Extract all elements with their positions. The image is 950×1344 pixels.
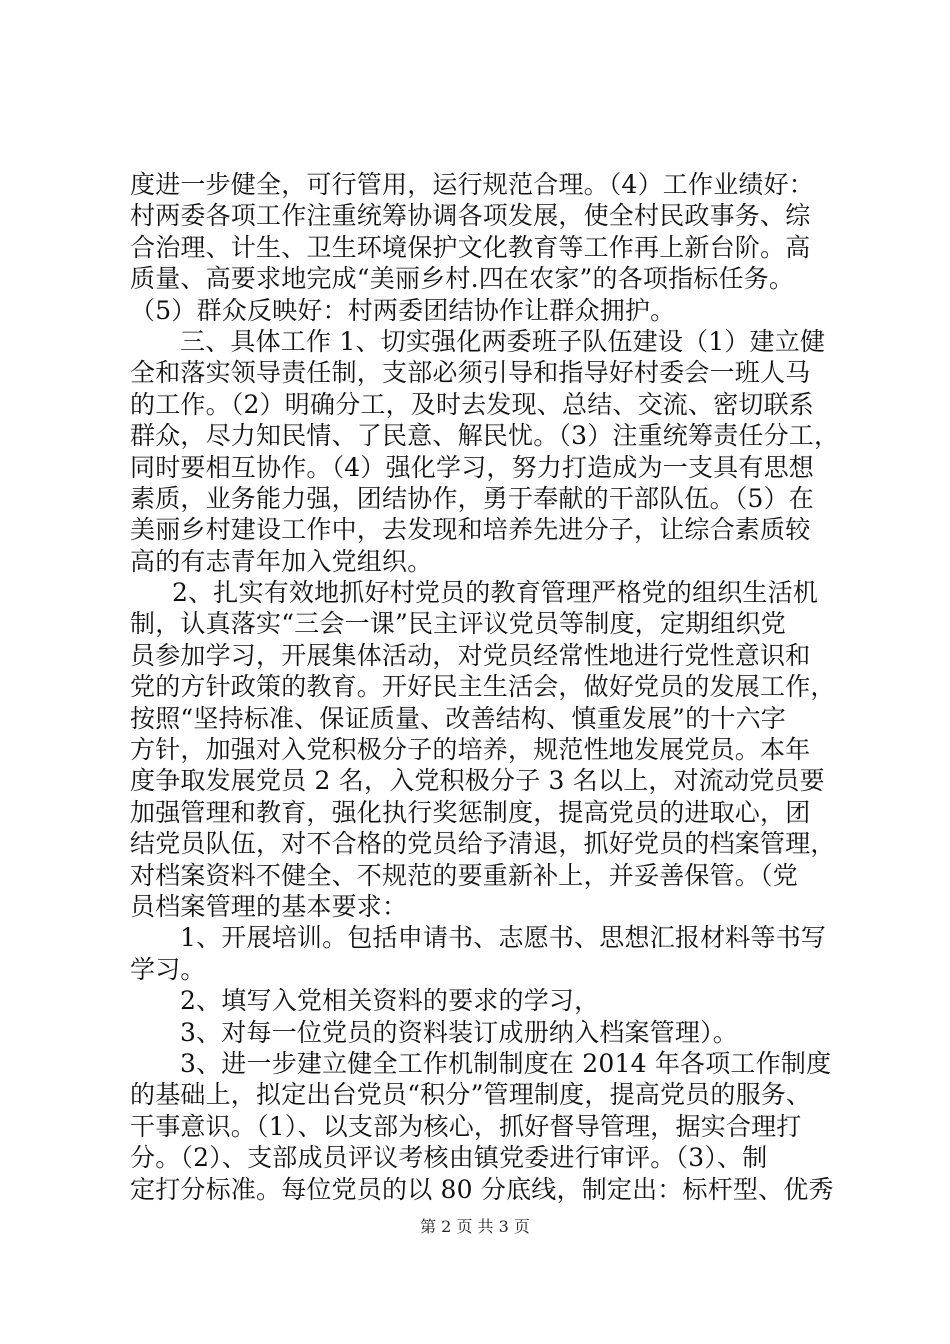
- list-item-line: 2、填写入党相关资料的要求的学习，: [180, 986, 600, 1016]
- text-line: 高的有志青年加入党组织。: [130, 546, 433, 576]
- list-item-line: 3、对每一位党员的资料装订成册纳入档案管理）。: [180, 1017, 739, 1047]
- text-line: 员参加学习，开展集体活动，对党员经常性地进行党性意识和: [130, 640, 811, 670]
- text-line: 定打分标准。每位党员的以 80 分底线，制定出：标杆型、优秀: [130, 1174, 834, 1204]
- text-line: 的工作。（2）明确分工，及时去发现、总结、交流、密切联系: [130, 389, 815, 419]
- section-heading-line: 三、具体工作 1、切实强化两委班子队伍建设（1）建立健: [180, 326, 826, 356]
- list-item-line: 1、开展培训。包括申请书、志愿书、思想汇报材料等书写: [180, 923, 827, 953]
- text-line: 合治理、计生、卫生环境保护文化教育等工作再上新台阶。高: [130, 232, 811, 262]
- text-line: 度进一步健全，可行管用，运行规范合理。（4）工作业绩好：: [130, 170, 815, 199]
- text-line: 同时要相互协作。（4）强化学习，努力打造成为一支具有思想: [130, 452, 815, 482]
- text-line: 村两委各项工作注重统筹协调各项发展，使全村民政事务、综: [130, 201, 811, 231]
- text-line: 学习。: [130, 954, 206, 984]
- text-line: 分。（2）、支部成员评议考核由镇党委进行审评。（3）、制: [130, 1143, 768, 1173]
- text-line: 群众，尽力知民情、了民意、解民忧。（3）注重统筹责任分工，: [130, 421, 840, 451]
- text-line: 党的方针政策的教育。开好民主生活会，做好党员的发展工作，: [130, 672, 836, 702]
- paragraph-start-line: 2、扎实有效地抓好村党员的教育管理严格党的组织生活机: [172, 578, 819, 608]
- text-line: 加强管理和教育，强化执行奖惩制度，提高党员的进取心，团: [130, 797, 811, 827]
- text-line: 素质，业务能力强，团结协作，勇于奉献的干部队伍。（5）在: [130, 483, 815, 513]
- text-line: 全和落实领导责任制，支部必须引导和指导好村委会一班人马: [130, 358, 811, 388]
- text-line: 制，认真落实“三会一课”民主评议党员等制度，定期组织党: [130, 609, 786, 639]
- page-number-footer: 第 2 页 共 3 页: [420, 1217, 530, 1236]
- text-line: 员档案管理的基本要求：: [130, 891, 408, 921]
- text-line: 对档案资料不健全、不规范的要重新补上，并妥善保管。（党: [130, 860, 798, 890]
- text-line: 质量、高要求地完成“美丽乡村.四在农家”的各项指标任务。: [130, 264, 795, 294]
- text-line: 度争取发展党员 2 名，入党积极分子 3 名以上，对流动党员要: [130, 766, 825, 796]
- paragraph-start-line: 3、进一步建立健全工作机制制度在 2014 年各项工作制度: [180, 1048, 832, 1078]
- text-line: 的基础上，拟定出台党员“积分”管理制度，提高党员的服务、: [130, 1080, 812, 1110]
- text-line: （5）群众反映好：村两委团结协作让群众拥护。: [130, 295, 676, 325]
- text-line: 美丽乡村建设工作中，去发现和培养先进分子，让综合素质较: [130, 515, 811, 545]
- text-line: 方针，加强对入党积极分子的培养，规范性地发展党员。本年: [130, 735, 811, 765]
- body-text: [130, 169, 845, 1205]
- text-line: 干事意识。（1）、以支部为核心，抓好督导管理，据实合理打: [130, 1111, 802, 1141]
- text-line: 结党员队伍，对不合格的党员给予清退，抓好党员的档案管理，: [130, 829, 836, 859]
- text-line: 按照“坚持标准、保证质量、改善结构、慎重发展”的十六字: [130, 703, 786, 733]
